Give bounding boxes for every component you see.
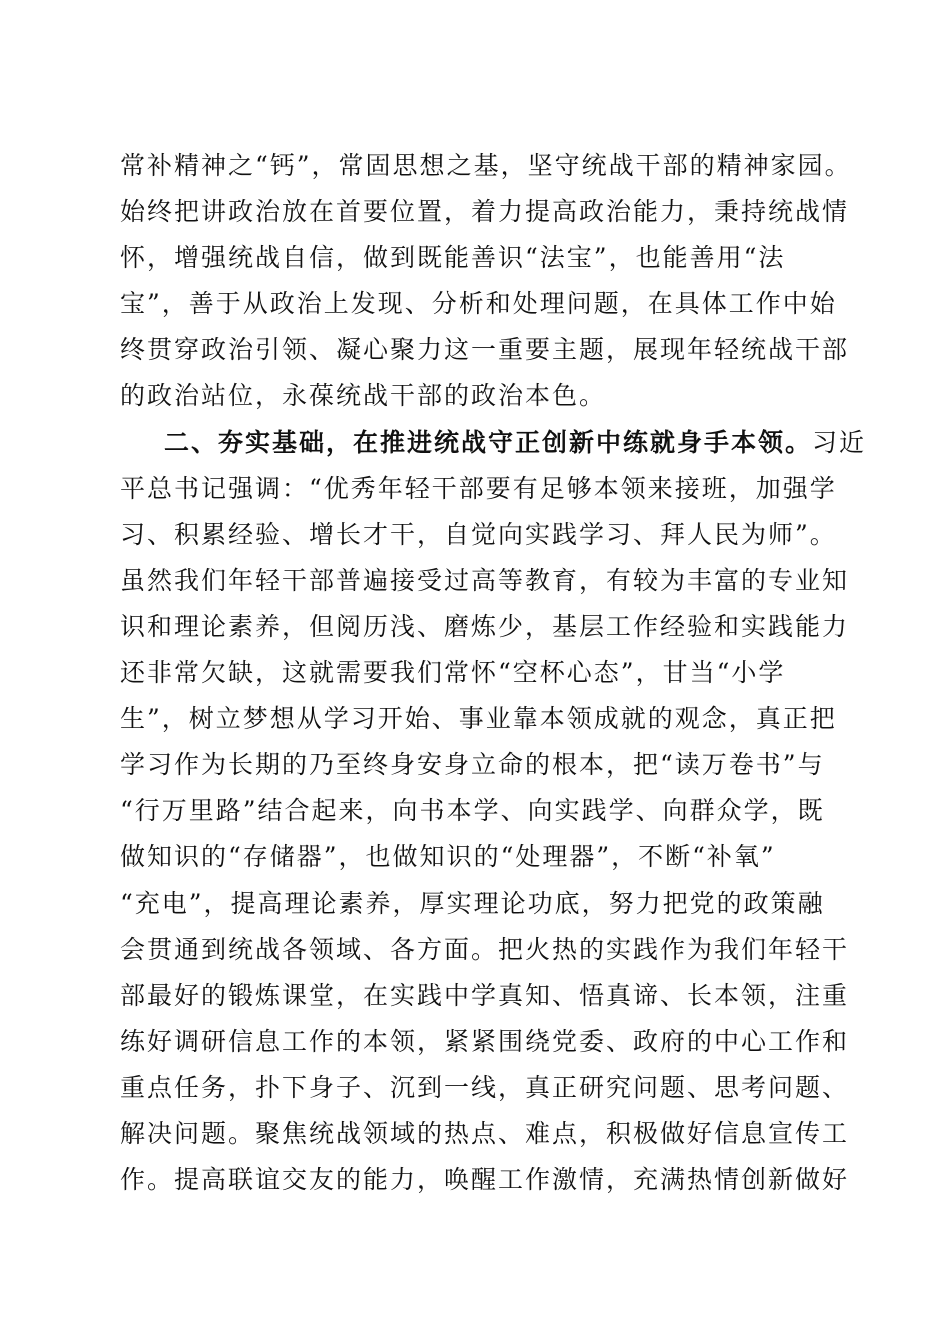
text-line: 会贯通到统战各领域、各方面。把火热的实践作为我们年轻干 bbox=[120, 934, 850, 964]
paragraph-1 bbox=[120, 143, 852, 420]
text-line: 始终把讲政治放在首要位置，着力提高政治能力，秉持统战情 bbox=[120, 197, 850, 227]
text-line: 虽然我们年轻干部普遍接受过高等教育，有较为丰富的专业知 bbox=[120, 565, 850, 595]
text-line: 作。提高联谊交友的能力，唤醒工作激情，充满热情创新做好 bbox=[120, 1165, 850, 1195]
text-line: 学习作为长期的乃至终身安身立命的根本，把“读万卷书”与 bbox=[120, 750, 825, 780]
text-line: 练好调研信息工作的本领，紧紧围绕党委、政府的中心工作和 bbox=[120, 1026, 850, 1056]
text-line: “充电”，提高理论素养，厚实理论功底，努力把党的政策融 bbox=[120, 888, 825, 918]
text-line: 生”，树立梦想从学习开始、事业靠本领成就的观念，真正把 bbox=[120, 704, 837, 734]
text-line: 重点任务，扑下身子、沉到一线，真正研究问题、思考问题、 bbox=[120, 1072, 850, 1102]
text-line: 识和理论素养，但阅历浅、磨炼少，基层工作经验和实践能力 bbox=[120, 611, 850, 641]
text-line: 怀，增强统战自信，做到既能善识“法宝”，也能善用“法 bbox=[120, 243, 786, 273]
text-line: 还非常欠缺，这就需要我们常怀“空杯心态”，甘当“小学 bbox=[120, 658, 786, 688]
text-line: 习、积累经验、增长才干，自觉向实践学习、拜人民为师”。 bbox=[120, 519, 837, 549]
section-heading: 二、夯实基础，在推进统战守正创新中练就身手本领。 bbox=[164, 427, 813, 457]
text-line: 终贯穿政治引领、凝心聚力这一重要主题，展现年轻统战干部 bbox=[120, 335, 850, 365]
body-text bbox=[120, 143, 867, 1203]
text-line: 常补精神之“钙”，常固思想之基，坚守统战干部的精神家园。 bbox=[120, 151, 852, 180]
text-line: 的政治站位，永葆统战干部的政治本色。 bbox=[120, 381, 607, 411]
text-line: 部最好的锻炼课堂，在实践中学真知、悟真谛、长本领，注重 bbox=[120, 980, 850, 1010]
text-line: “行万里路”结合起来，向书本学、向实践学、向群众学，既 bbox=[120, 796, 825, 826]
paragraph-first-line bbox=[120, 420, 867, 466]
text-line: 平总书记强调：“优秀年轻干部要有足够本领来接班，加强学 bbox=[120, 473, 837, 503]
paragraph-2 bbox=[120, 420, 867, 1204]
text-line: 做知识的“存储器”，也做知识的“处理器”，不断“补氧” bbox=[120, 842, 776, 872]
text-line: 解决问题。聚焦统战领域的热点、难点，积极做好信息宣传工 bbox=[120, 1118, 850, 1148]
heading-continuation: 习近 bbox=[812, 427, 867, 457]
text-line: 宝”，善于从政治上发现、分析和处理问题，在具体工作中始 bbox=[120, 289, 837, 319]
